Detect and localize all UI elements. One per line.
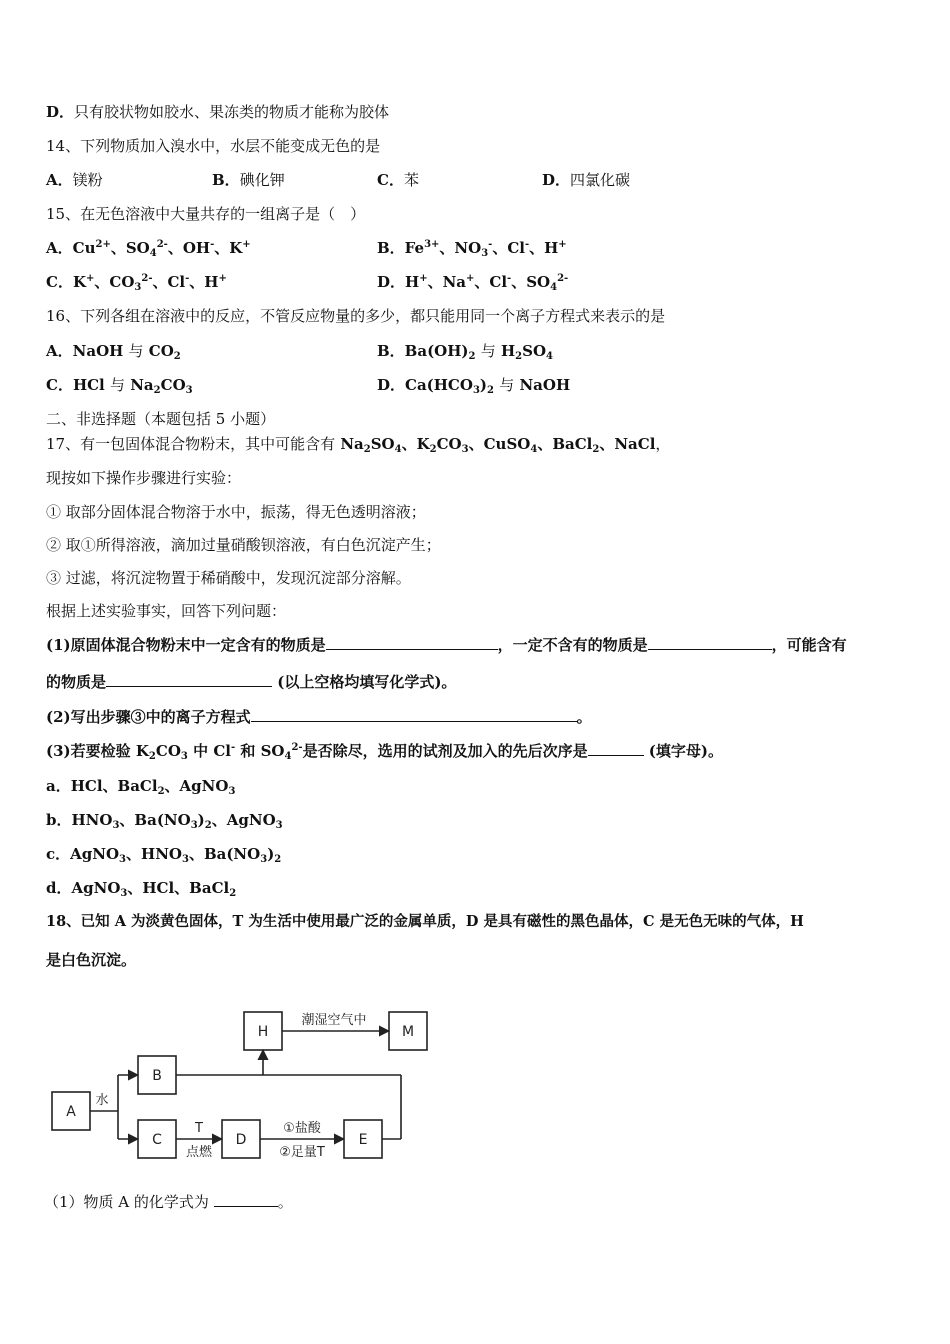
q18-part-1: （1）物质 A 的化学式为 。 — [44, 1193, 293, 1211]
q15-option-b: B．$Fe^{3+}$、$NO_3^-$、Cl-、H+ — [377, 239, 567, 259]
q17-prompt: 根据上述实验事实，回答下列问题： — [46, 602, 287, 620]
q17-part-1: (1)原固体混合物粉末中一定含有的物质是 ，一定不含有的物质是 ，可能含有 — [46, 636, 847, 654]
q14-option-a: A．镁粉 — [46, 171, 103, 189]
label-moist-air: 潮湿空气中 — [301, 1013, 367, 1028]
q15-option-d: D．H+、Na+、Cl-、$SO_4^{2-}$ — [377, 273, 569, 293]
q17-blank-order[interactable] — [588, 741, 644, 756]
label-excess-t: ②足量T — [279, 1145, 325, 1160]
node-c-label: C — [152, 1132, 162, 1148]
q17-stem: 17、有一包固体混合物粉末，其中可能含有 $Na_2SO_4$、$K_2CO_3$、CuSO$_4$、BaCl$_2$、NaCl， — [46, 435, 671, 455]
q17-step-1: ① 取部分固体混合物溶于水中，振荡，得无色透明溶液； — [46, 503, 426, 521]
node-d-label: D — [235, 1132, 247, 1148]
q18-reaction-diagram — [44, 1000, 444, 1180]
label-hcl: ①盐酸 — [283, 1121, 321, 1136]
q17-blank-ionic-equation[interactable] — [251, 707, 577, 722]
q17-part-2: (2)写出步骤③中的离子方程式 。 — [46, 708, 592, 726]
q17-option-b: b．$HNO_3$、$Ba(NO_3)_2$、AgNO$_3$ — [46, 811, 283, 831]
q15-option-a: A．$Cu^{2+}$、$SO_4^{2-}$、OH-、K+ — [46, 239, 251, 259]
q15-stem: 15、在无色溶液中大量共存的一组离子是（ ） — [46, 205, 366, 223]
q17-option-d: d．AgNO$_3$、HCl、BaCl$_2$ — [46, 879, 237, 899]
q14-stem: 14、下列物质加入溴水中，水层不能变成无色的是 — [46, 137, 381, 155]
q17-option-c: c．AgNO$_3$、$HNO_3$、$Ba(NO_3)_2$ — [46, 845, 282, 865]
q17-step-2: ② 取①所得溶液，滴加过量硝酸钡溶液，有白色沉淀产生； — [46, 536, 441, 554]
q16-option-c: C．HCl 与 $Na_2CO_3$ — [46, 376, 193, 396]
q17-part-3: (3)若要检验 $K_2CO_3$ 中 Cl- 和 $SO_4^{2-}$是否除尽，选用的试剂及加入的先后次序是 (填字母)。 — [46, 742, 723, 762]
q17-intro: 现按如下操作步骤进行实验： — [46, 469, 242, 487]
node-m-label: M — [401, 1024, 415, 1040]
q14-option-d: D．四氯化碳 — [542, 171, 631, 189]
node-b-label: B — [152, 1068, 162, 1084]
q17-option-a: a．HCl、BaCl$_2$、AgNO$_3$ — [46, 777, 236, 797]
node-h-label: H — [257, 1024, 269, 1040]
label-ignite: 点燃 — [185, 1145, 213, 1160]
q18-blank-formula-a[interactable] — [214, 1192, 278, 1207]
q18-stem-line-1: 18、已知 A 为淡黄色固体，T 为生活中使用最广泛的金属单质，D 是具有磁性的黑色晶体，C 是无色无味的气体，H — [46, 913, 804, 930]
q18-stem-line-2: 是白色沉淀。 — [46, 951, 137, 969]
q17-blank-must-contain[interactable] — [326, 635, 498, 650]
label-t: T — [195, 1121, 203, 1136]
q14-option-c: C．苯 — [377, 171, 419, 189]
q15-option-c: C．K+、$CO_3^{2-}$、Cl-、H+ — [46, 273, 227, 293]
q17-part-1-cont: 的物质是 (以上空格均填写化学式)。 — [46, 673, 457, 691]
node-a-label: A — [66, 1104, 76, 1120]
q17-step-3: ③ 过滤，将沉淀物置于稀硝酸中，发现沉淀部分溶解。 — [46, 569, 411, 587]
node-e-label: E — [358, 1132, 368, 1148]
q14-option-b: B．碘化钾 — [212, 171, 285, 189]
q16-option-b: B．$Ba(OH)_2$ 与 $H_2SO_4$ — [377, 342, 553, 362]
q17-blank-must-not-contain[interactable] — [648, 635, 772, 650]
q16-option-d: D．$Ca(HCO_3)_2$ 与 NaOH — [377, 376, 571, 396]
q13-option-d: D．只有胶状物如胶水、果冻类的物质才能称为胶体 — [46, 103, 390, 121]
q17-blank-may-contain[interactable] — [106, 672, 272, 687]
section-2-heading: 二、非选择题（本题包括 5 小题） — [46, 410, 276, 428]
q16-option-a: A．NaOH 与 $CO_2$ — [46, 342, 181, 362]
label-water: 水 — [95, 1093, 109, 1108]
q16-stem: 16、下列各组在溶液中的反应，不管反应物量的多少，都只能用同一个离子方程式来表示的是 — [46, 307, 666, 325]
